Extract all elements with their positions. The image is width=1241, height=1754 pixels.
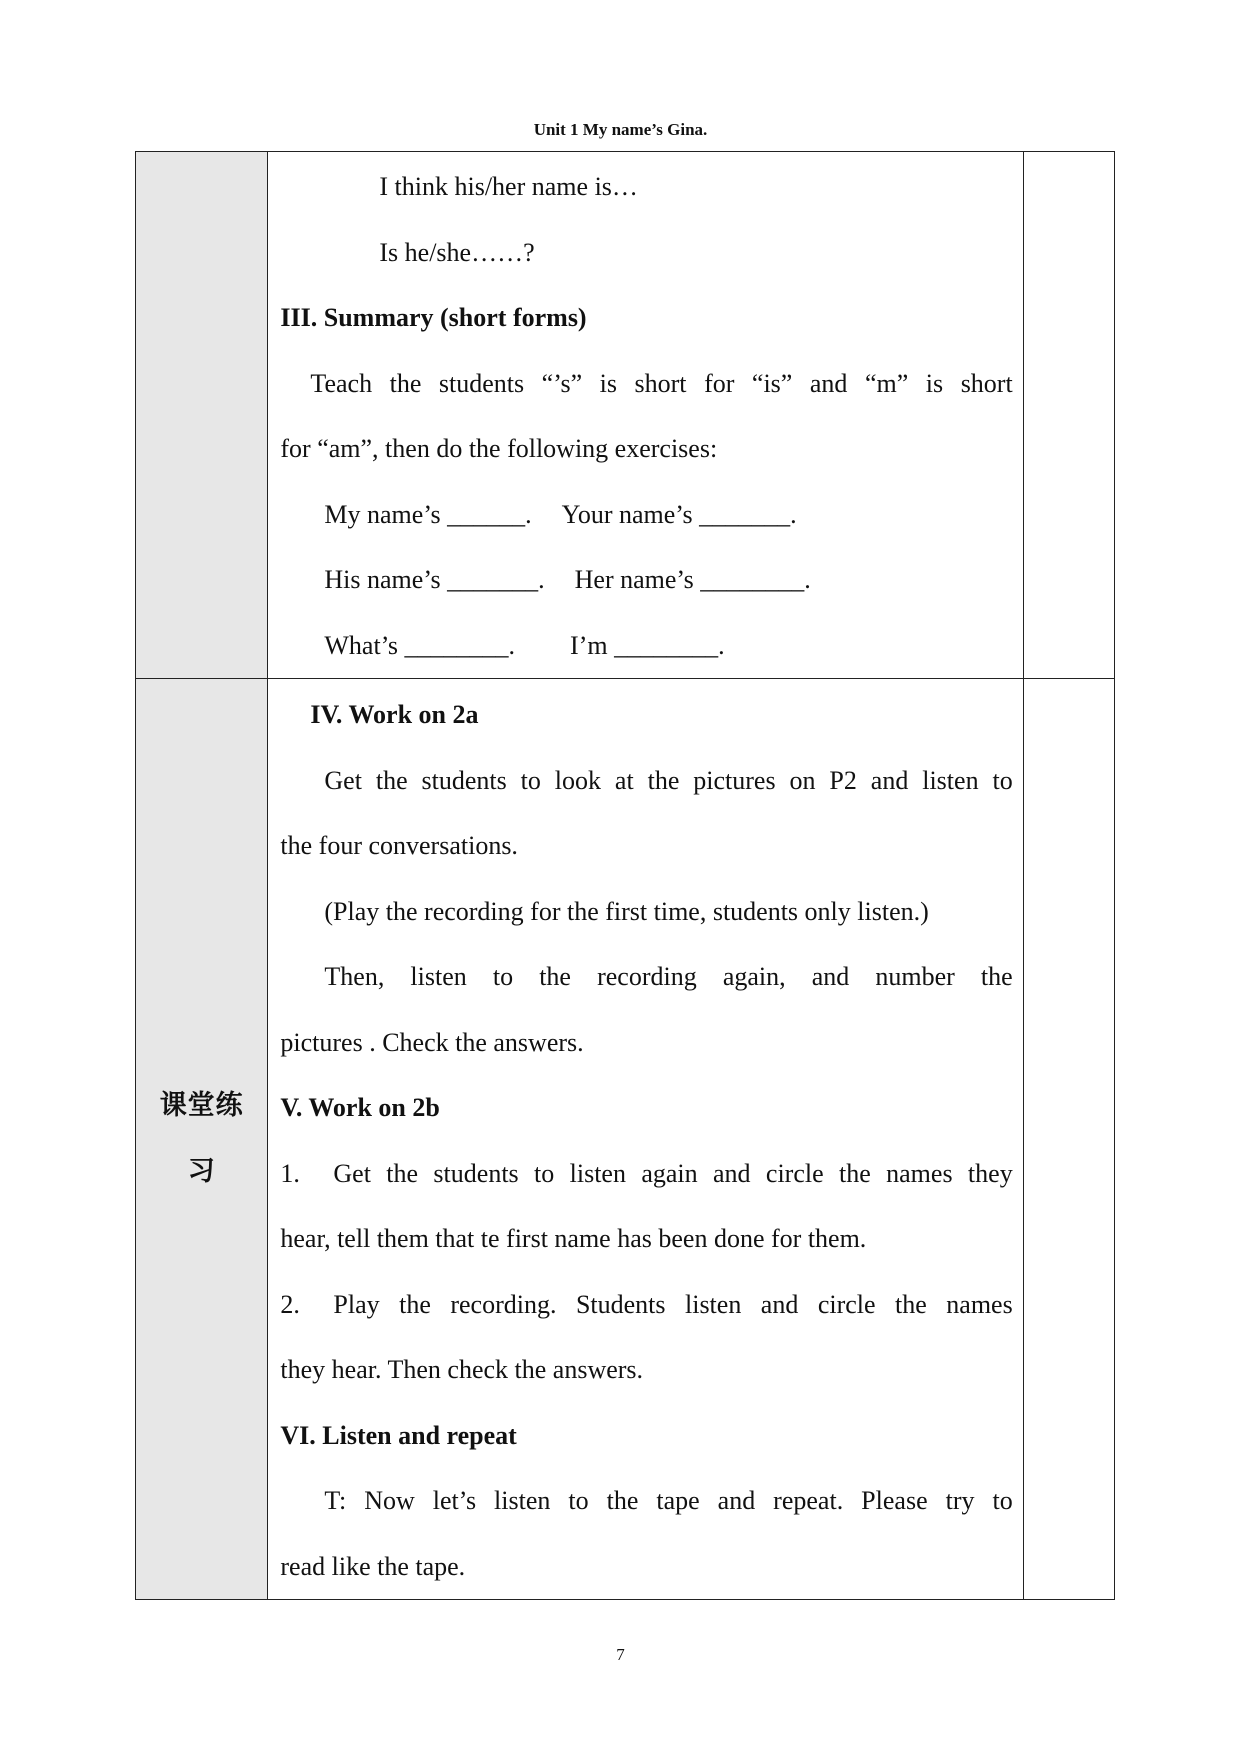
text-line: Then, listen to the recording again, and number the — [324, 962, 1013, 991]
text-line: they hear. Then check the answers. — [280, 1355, 644, 1384]
section-heading-2a: IV. Work on 2a — [310, 700, 479, 729]
list-item — [280, 1141, 1012, 1207]
text-line: T: Now let’s listen to the tape and repeat. Please try to — [324, 1486, 1013, 1515]
page-number: 7 — [616, 1645, 625, 1664]
table-row — [136, 679, 1115, 1600]
stage-label: 课堂练习 — [159, 1090, 244, 1187]
page-header-title: Unit 1 My name’s Gina. — [533, 120, 708, 139]
text-line: Teach the students “’s” is short for “is” and “m” is short — [310, 368, 1013, 398]
section-heading-2b: V. Work on 2b — [280, 1093, 440, 1122]
list-item-text: Play the recording. Students listen and circle the names — [333, 1289, 1013, 1319]
text-line: for “am”, then do the following exercises: — [280, 434, 718, 463]
text-line: hear, tell them that te first name has been done for them. — [280, 1224, 867, 1253]
exercise-blank: His name’s _______. — [324, 565, 545, 594]
content-cell — [268, 152, 1023, 679]
section-heading-listen: VI. Listen and repeat — [280, 1420, 517, 1450]
lesson-plan-table — [135, 151, 1115, 1600]
stage-label-cell — [136, 152, 268, 679]
text-line: Is he/she……? — [379, 237, 535, 267]
text-line: I think his/her name is… — [379, 172, 638, 201]
notes-cell — [1023, 152, 1114, 679]
list-number: 2. — [280, 1289, 300, 1319]
exercise-blank: I’m ________. — [570, 630, 725, 660]
exercise-blank: Your name’s _______. — [561, 499, 797, 529]
exercise-blank: Her name’s ________. — [574, 565, 811, 594]
content-cell — [268, 679, 1023, 1600]
table-row — [136, 152, 1115, 679]
text-line: pictures . Check the answers. — [280, 1027, 584, 1057]
text-line: (Play the recording for the first time, students only listen.) — [324, 896, 929, 926]
list-item-text: Get the students to listen again and circle the names they — [333, 1158, 1013, 1188]
text-line: read like the tape. — [280, 1551, 466, 1581]
list-number: 1. — [280, 1158, 300, 1188]
exercise-line — [280, 613, 1012, 679]
notes-cell — [1023, 679, 1114, 1600]
exercise-line — [280, 482, 1012, 548]
text-line: the four conversations. — [280, 831, 518, 860]
list-item — [280, 1272, 1012, 1338]
section-heading-summary: III. Summary (short forms) — [280, 303, 587, 332]
text-line: Get the students to look at the pictures on P2 and listen to — [324, 765, 1013, 795]
stage-label-cell — [136, 679, 268, 1600]
exercise-blank: My name’s ______. — [324, 499, 532, 529]
exercise-line — [280, 547, 1012, 613]
exercise-blank: What’s ________. — [324, 630, 516, 660]
